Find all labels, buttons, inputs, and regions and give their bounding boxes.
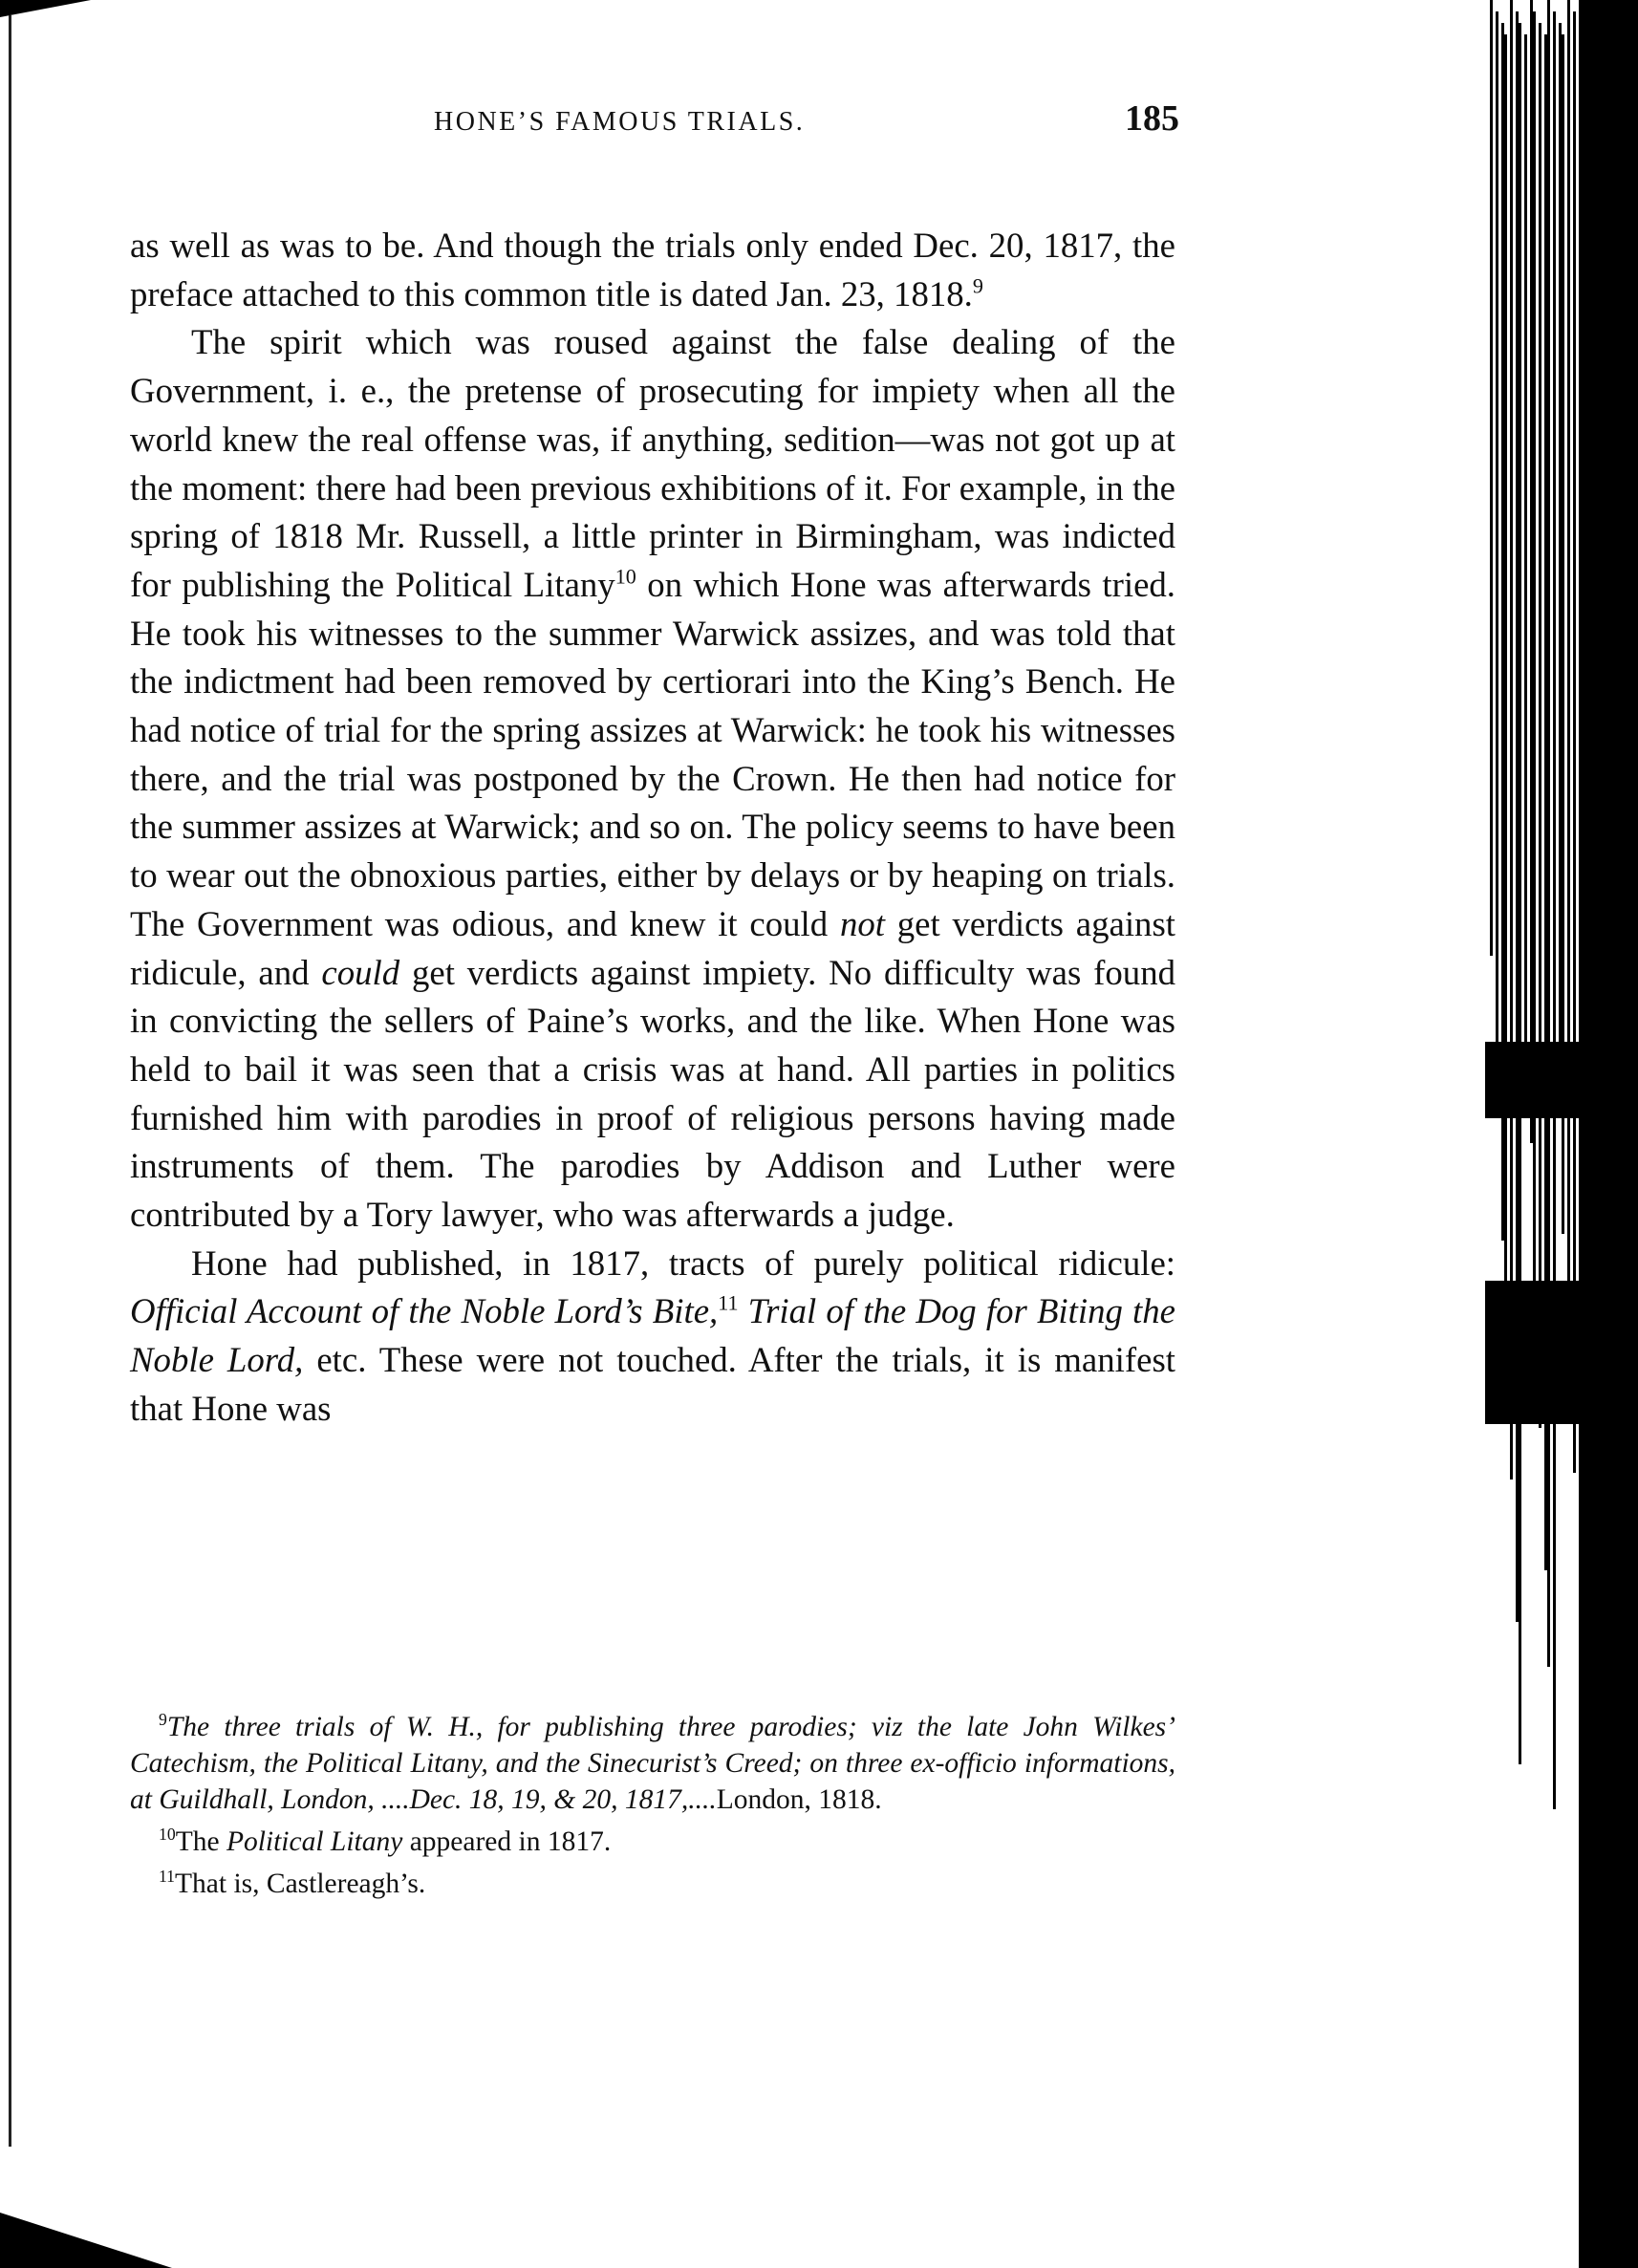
footnote-ref-9: 9 [972,273,983,298]
fore-edge-line [1496,11,1498,1098]
title-noble-lords-bite: Official Account of the Noble Lord’s Bite, [130,1291,719,1331]
fore-edge-line [1490,0,1493,956]
fore-edge-line [1539,23,1541,1428]
running-title: HONE’S FAMOUS TRIALS. [434,107,806,137]
book-page [130,96,1179,1899]
page-number: 185 [1125,98,1179,139]
title-trial-of-the-dog: Trial of the Dog for Biting the Noble Lord, [130,1291,1176,1380]
running-head [130,96,1179,153]
fore-edge-line [1562,34,1564,1234]
scan-corner-mark-bottom [0,2213,172,2268]
fore-edge-line [1573,11,1576,1473]
scan-left-edge [9,15,11,2147]
emphasis-not: not [839,903,885,943]
fore-edge-block [1485,1281,1638,1348]
footnote-10: $^{10}$The Political Litany appeared in 1817. [159,1825,612,1857]
emphasis-could: could [321,952,400,992]
fore-edge-line [1547,0,1550,1667]
book-fore-edge [1433,0,1638,2268]
fore-edge-line [1524,34,1527,1047]
fore-edge-band [1579,0,1638,2268]
fore-edge-line [1567,0,1570,1330]
body-text [130,222,1175,1434]
footnote-ref-11: 11 [718,1291,739,1316]
fore-edge-line [1519,23,1521,1764]
fore-edge-line [1533,11,1536,1285]
fore-edge-line [1510,0,1513,1480]
footnote-11: $^{11}$That is, Castlereagh’s. [159,1867,426,1899]
paragraph-3: Hone had published, in 1817, tracts of purely political ridicule: Official Account of the Noble Lord’s Bite,$^{11}$ Trial of the Dog for Biting the Noble Lord, etc. These were not touched. After the trials, it is manifest that Hone was [130,1242,1176,1428]
fore-edge-line [1504,34,1507,1383]
fore-edge-block [1485,1348,1638,1424]
paragraph-1: as well as was to be. And though the trials only ended Dec. 20, 1817, the preface attached to this common title is dated Jan. 23, 1818.$^9$ [130,226,1175,313]
fore-edge-line [1553,11,1556,1809]
scan-corner-mark-top [0,0,91,17]
footnotes [130,1709,1175,1908]
paragraph-2: The spirit which was roused against the false dealing of the Government, i. e., the pretense of prosecuting for impiety when all the world knew the real offense was, if anything, sedition—was not got up at the moment: there had been previous exhibitions of it. For example, in the spring of 1818 Mr. Russell, a little printer in Birmingham, was indicted for publishing the Political Litany$^{10}$ on which Hone was afterwards tried. He took his witnesses to the summer Warwick assizes, and was told that the indictment had been removed by certiorari into the King’s Bench. He had notice of trial for the spring assizes at Warwick: he took his witnesses there, and the trial was postponed by the Crown. He then had notice for the summer assizes at Warwick; and so on. The policy seems to have been to wear out the obnoxious parties, either by delays or by heaping on trials. The Government was odious, and knew it could not get verdicts against ridicule, and could get verdicts against impiety. No difficulty was found in convicting the sellers of Paine’s works, and the like. When Hone was held to bail it was seen that a crisis was at hand. All parties in politics furnished him with parodies in proof of religious persons having made instruments of them. The parodies by Addison and Luther were contributed by a Tory lawyer, who was afterwards a judge. [130,322,1176,1235]
footnote-9: $^9$The three trials of W. H., for publishing three parodies; viz the late John Wilkes’ Catechism, the Political Litany, and the Sinecurist’s Creed; on three ex-officio informations, at Guildhall, London, ....Dec. 18, 19, & 20, 1817,....London, 1818. [130,1710,1175,1815]
footnote-ref-10: 10 [614,564,636,589]
